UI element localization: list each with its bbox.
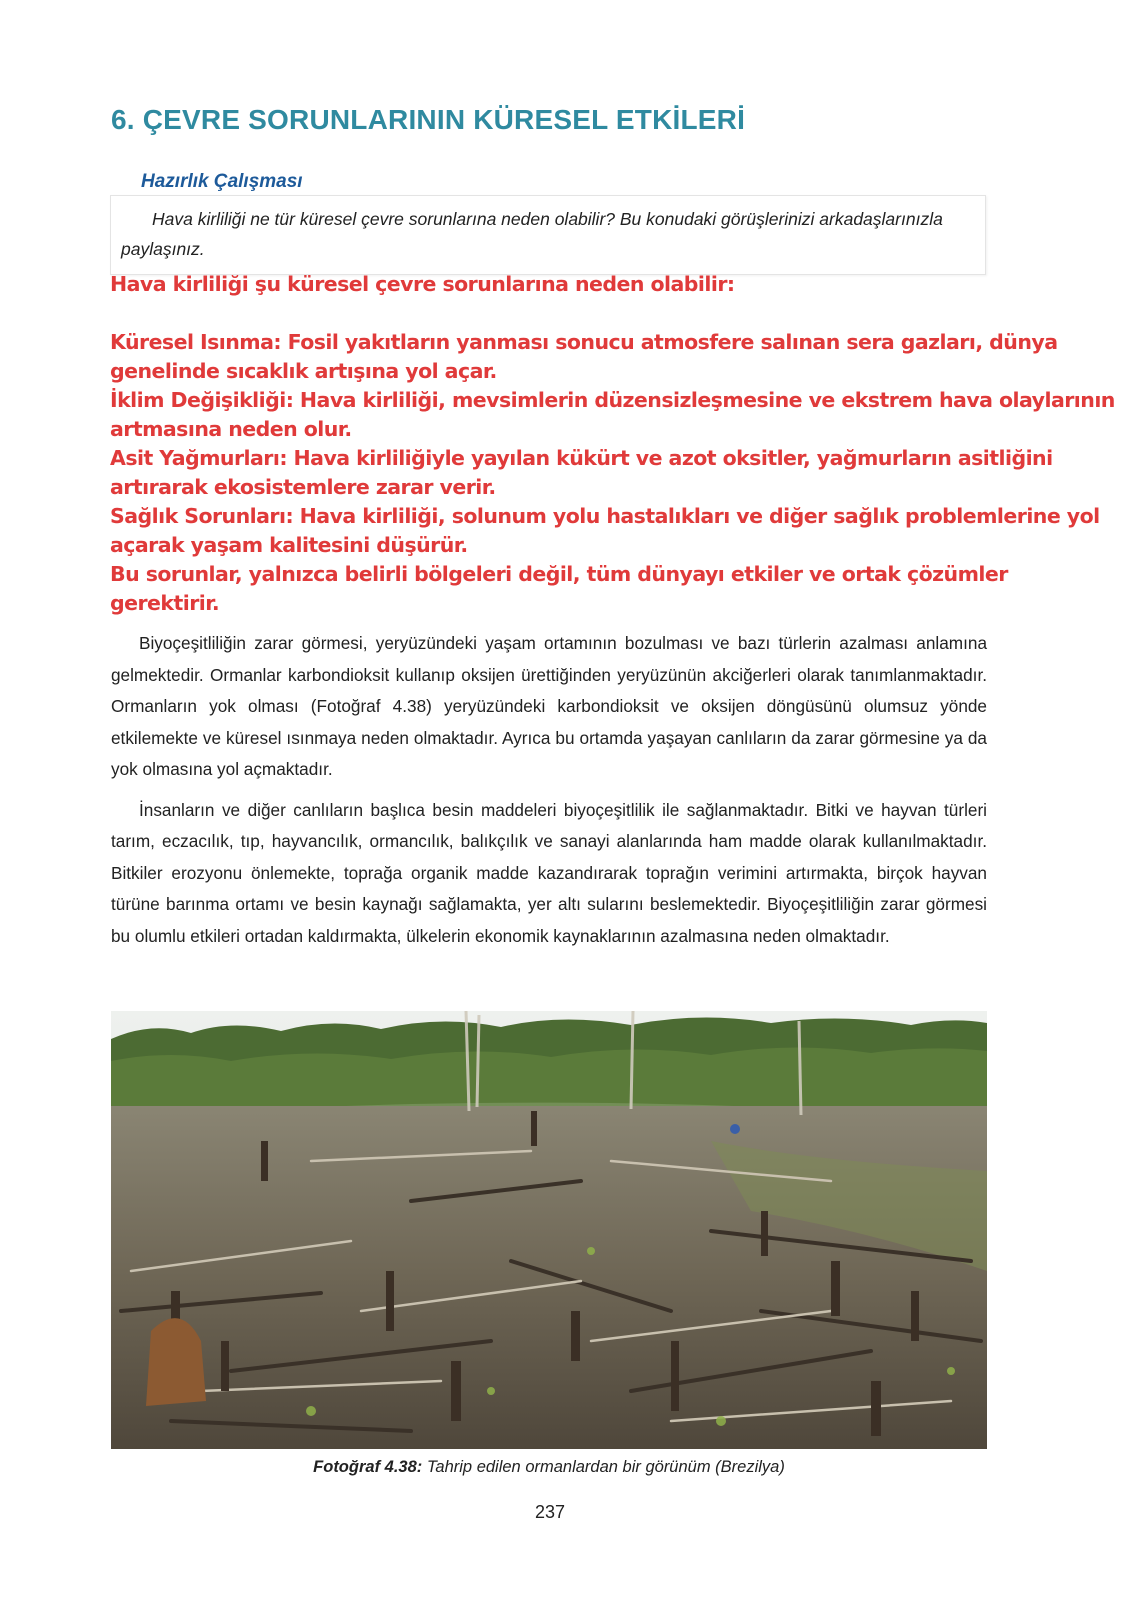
answer-conclusion: Bu sorunlar, yalnızca belirli bölgeleri değil, tüm dünyayı etkiler ve ortak çözümler gerektirir.: [110, 562, 1008, 615]
preparation-box: [110, 195, 986, 275]
answer-item-climate-change: İklim Değişikliği: Hava kirliliği, mevsimlerin düzensizleşmesine ve ekstrem hava olaylarının artmasına neden olur.: [110, 388, 1115, 441]
answer-item-global-warming: Küresel Isınma: Fosil yakıtların yanması sonucu atmosfere salınan sera gazları, dünya genelinde sıcaklık artışına yol açar.: [110, 330, 1058, 383]
answer-item-health: Sağlık Sorunları: Hava kirliliği, solunum yolu hastalıkları ve diğer sağlık problemlerine yol açarak yaşam kalitesini düşürür.: [110, 504, 1100, 557]
preparation-question: Hava kirliliği ne tür küresel çevre sorunlarına neden olabilir? Bu konudaki görüşlerinizi arkadaşlarınızla paylaşınız.: [121, 209, 943, 259]
figure-caption-text: Tahrip edilen ormanlardan bir görünüm (Brezilya): [426, 1458, 785, 1476]
answer-intro: Hava kirliliği şu küresel çevre sorunlarına neden olabilir:: [110, 272, 735, 296]
page-number: 237: [534, 1502, 566, 1522]
body-paragraph: Biyoçeşitliliğin zarar görmesi, yeryüzündeki yaşam ortamının bozulması ve bazı türlerin azalması anlamına gelmektedir. Ormanlar karbondioksit kullanıp oksijen ürettiğinden yeryüzünün akciğerleri olarak tanımlanmaktadır. Ormanların yok olması (Fotoğraf 4.38) yeryüzündeki karbondioksit ve oksijen döngüsünü olumsuz yönde etkilemekte ve küresel ısınmaya neden olmaktadır. Ayrıca bu ortamda yaşayan canlıların da zarar görmesine ya da yok olmasına yol açmaktadır.: [111, 633, 987, 779]
figure-caption: [111, 1458, 987, 1477]
figure-label: Fotoğraf 4.38:: [313, 1458, 423, 1476]
answer-block: [110, 270, 1120, 618]
answer-item-acid-rain: Asit Yağmurları: Hava kirliliğiyle yayılan kükürt ve azot oksitler, yağmurların asitliğini artırarak ekosistemlere zarar verir.: [110, 446, 1053, 499]
deforestation-photo: [111, 1011, 987, 1449]
preparation-heading: Hazırlık Çalışması: [141, 171, 303, 192]
body-text: [111, 628, 987, 961]
body-paragraph: İnsanların ve diğer canlıların başlıca besin maddeleri biyoçeşitlilik ile sağlanmaktadır. Bitki ve hayvan türleri tarım, eczacılık, tıp, hayvancılık, ormancılık, balıkçılık ve sanayi alanlarında ham madde olarak kullanılmaktadır. Bitkiler erozyonu önlemekte, toprağa organik madde kazandırarak toprağın verimini artırmakta, birçok hayvan türüne barınma ortamı ve besin kaynağı sağlamakta, yer altı sularını beslemektedir. Biyoçeşitliliğin zarar görmesi bu olumlu etkileri ortadan kaldırmakta, ülkelerin ekonomik kaynaklarının azalmasına neden olmaktadır.: [111, 799, 987, 946]
page-title: 6. ÇEVRE SORUNLARININ KÜRESEL ETKİLERİ: [111, 104, 746, 135]
